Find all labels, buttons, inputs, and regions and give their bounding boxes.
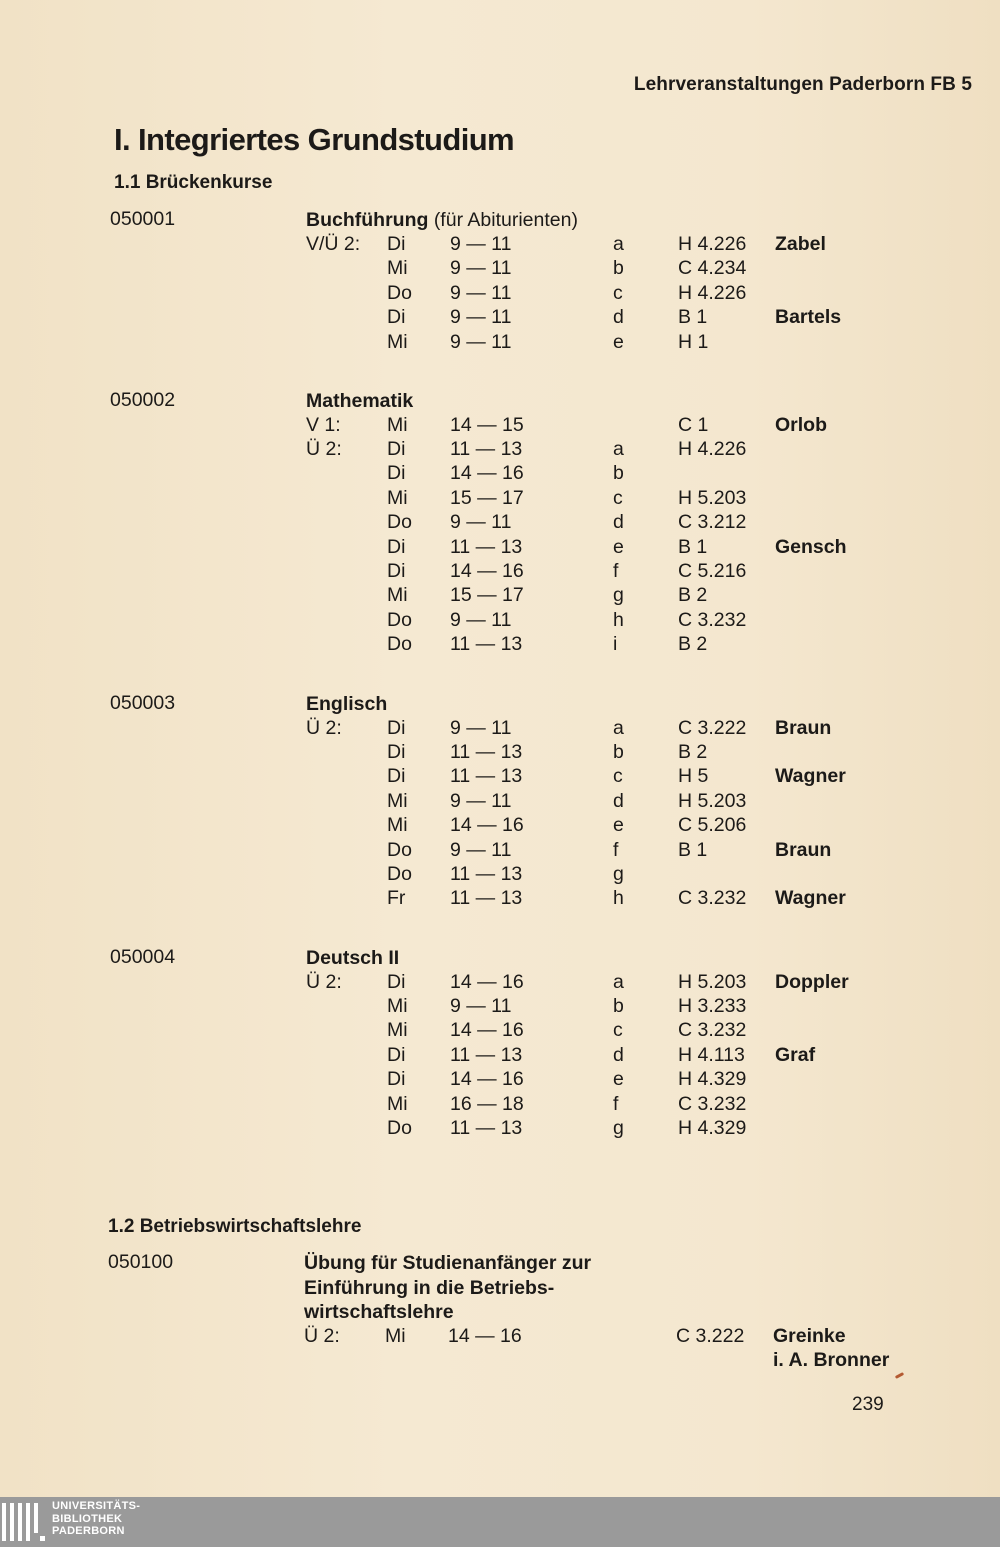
- schedule-row: [108, 331, 898, 355]
- session-lecturer: i. A. Bronner: [773, 1349, 890, 1371]
- session-group: b: [613, 994, 624, 1017]
- schedule-row: [108, 306, 898, 330]
- session-group: e: [613, 814, 624, 837]
- session-time: 11 — 13: [450, 1043, 523, 1066]
- session-day: Di: [387, 970, 406, 993]
- session-lecturer: Doppler: [775, 970, 849, 993]
- session-room: H 1: [678, 330, 709, 353]
- course-title-line: wirtschaftslehre: [304, 1301, 454, 1323]
- session-time: 9 — 11: [450, 306, 512, 328]
- session-day: Mi: [387, 789, 408, 812]
- schedule-row: [108, 717, 898, 741]
- logo-line: UNIVERSITÄTS-: [52, 1500, 141, 1512]
- session-room: H 4.226: [678, 437, 747, 460]
- session-room: C 3.232: [678, 1092, 747, 1115]
- session-room: C 4.234: [678, 257, 747, 279]
- course-title-text: Buchführung: [306, 209, 429, 231]
- main-title: I. Integriertes Grundstudium: [114, 122, 515, 157]
- schedule-row: [108, 511, 898, 535]
- course-title: Deutsch II: [306, 947, 400, 969]
- schedule-row: [106, 1349, 896, 1373]
- course-code: 050100: [108, 1251, 174, 1273]
- session-time: 15 — 17: [450, 486, 524, 509]
- session-room: H 4.226: [678, 281, 747, 304]
- session-day: Di: [387, 1043, 406, 1066]
- session-group: a: [613, 970, 624, 993]
- library-footer: [0, 1497, 1000, 1547]
- session-type: Ü 2:: [306, 437, 342, 460]
- session-lecturer: Gensch: [775, 535, 847, 558]
- course-code: 050002: [110, 389, 176, 411]
- session-day: Mi: [387, 257, 408, 279]
- session-room: C 3.232: [678, 887, 747, 910]
- session-time: 11 — 13: [450, 633, 523, 656]
- course-title: [304, 1251, 591, 1325]
- schedule-row: [108, 1068, 898, 1092]
- session-lecturer: Greinke: [773, 1324, 846, 1347]
- session-time: 14 — 16: [450, 462, 524, 485]
- schedule-row: [108, 536, 898, 560]
- session-group: a: [613, 716, 624, 739]
- schedule-row: [108, 839, 898, 863]
- session-group: b: [613, 462, 624, 485]
- session-time: 14 — 16: [450, 970, 524, 993]
- schedule-row: [108, 1019, 898, 1043]
- schedule-row: [108, 633, 898, 657]
- session-time: 9 — 11: [450, 330, 512, 353]
- session-time: 14 — 16: [450, 1019, 524, 1042]
- schedule-row: [108, 257, 898, 281]
- session-day: Mi: [387, 1092, 408, 1115]
- session-day: Do: [387, 1116, 412, 1139]
- course-title: [306, 208, 578, 233]
- session-day: Do: [387, 281, 412, 304]
- schedule-row: [108, 233, 898, 257]
- session-type: Ü 2:: [306, 716, 342, 739]
- schedule-row: [108, 741, 898, 765]
- schedule-row: [108, 584, 898, 608]
- schedule-row: [108, 971, 898, 995]
- session-type: V 1:: [306, 413, 341, 436]
- session-day: Mi: [387, 584, 408, 607]
- session-room: B 1: [678, 535, 708, 558]
- schedule-row: [108, 414, 898, 438]
- session-day: Di: [387, 559, 406, 582]
- logo-line: BIBLIOTHEK: [52, 1512, 123, 1525]
- session-day: Di: [387, 232, 406, 255]
- session-lecturer: Graf: [775, 1043, 816, 1066]
- session-group: c: [613, 1019, 623, 1042]
- session-room: H 5.203: [678, 486, 747, 509]
- session-group: c: [613, 281, 623, 304]
- schedule-row: [108, 887, 898, 911]
- session-time: 9 — 11: [450, 789, 512, 812]
- session-room: H 4.329: [678, 1116, 747, 1139]
- session-room: C 5.216: [678, 559, 747, 582]
- session-lecturer: Zabel: [775, 232, 826, 255]
- session-room: C 3.232: [678, 1019, 747, 1042]
- session-group: i: [613, 633, 618, 656]
- session-lecturer: Bartels: [775, 306, 842, 328]
- course-code: 050003: [110, 692, 176, 714]
- session-room: B 2: [678, 633, 708, 656]
- session-lecturer: Wagner: [775, 887, 846, 910]
- session-room: B 1: [678, 838, 708, 861]
- session-type: Ü 2:: [306, 970, 342, 993]
- session-group: e: [613, 535, 624, 558]
- session-day: Do: [387, 608, 412, 631]
- session-day: Mi: [387, 413, 408, 436]
- session-room: H 3.233: [678, 994, 747, 1017]
- session-group: e: [613, 330, 624, 353]
- session-day: Di: [387, 306, 406, 328]
- pencil-mark: [895, 1372, 904, 1379]
- session-group: d: [613, 789, 624, 812]
- session-day: Fr: [387, 887, 406, 910]
- course-title: Mathematik: [306, 390, 414, 412]
- session-time: 14 — 15: [450, 413, 524, 436]
- session-time: 11 — 13: [450, 862, 523, 885]
- session-room: C 1: [678, 413, 709, 436]
- session-room: B 1: [678, 306, 708, 328]
- session-time: 11 — 13: [450, 740, 523, 763]
- schedule-row: [106, 1325, 896, 1349]
- schedule-row: [108, 487, 898, 511]
- session-room: H 4.113: [678, 1043, 745, 1066]
- session-lecturer: Braun: [775, 838, 832, 861]
- session-day: Di: [387, 1068, 406, 1091]
- session-day: Di: [387, 765, 406, 788]
- session-day: Do: [387, 862, 412, 885]
- session-group: f: [613, 559, 619, 582]
- session-room: C 3.222: [676, 1324, 745, 1347]
- session-room: C 5.206: [678, 814, 747, 837]
- schedule-row: [108, 1117, 898, 1141]
- session-day: Mi: [387, 330, 408, 353]
- session-time: 11 — 13: [450, 535, 523, 558]
- schedule-row: [108, 609, 898, 633]
- course-title-line: Übung für Studienanfänger zur: [304, 1252, 592, 1274]
- session-room: H 5.203: [678, 789, 747, 812]
- library-logo-text: [52, 1500, 140, 1538]
- session-group: d: [613, 306, 624, 328]
- session-time: 9 — 11: [450, 838, 512, 861]
- session-group: f: [613, 1092, 619, 1115]
- session-group: f: [613, 838, 619, 861]
- course-title: Englisch: [306, 693, 388, 715]
- schedule-row: [108, 995, 898, 1019]
- session-lecturer: Wagner: [775, 765, 846, 788]
- session-day: Mi: [387, 486, 408, 509]
- page-number: 239: [852, 1394, 884, 1415]
- session-room: B 2: [678, 740, 708, 763]
- running-head: Lehrveranstaltungen Paderborn FB 5: [633, 74, 972, 95]
- schedule-row: [108, 282, 898, 306]
- session-day: Di: [387, 437, 406, 460]
- session-group: g: [613, 862, 624, 885]
- session-day: Di: [387, 462, 406, 485]
- session-time: 14 — 16: [450, 814, 524, 837]
- session-day: Mi: [387, 814, 408, 837]
- session-time: 11 — 13: [450, 1116, 523, 1139]
- session-type: Ü 2:: [304, 1324, 340, 1347]
- session-group: d: [613, 511, 624, 534]
- session-group: c: [613, 765, 623, 788]
- session-day: Di: [387, 716, 406, 739]
- session-time: 14 — 16: [450, 1068, 524, 1091]
- session-group: g: [613, 1116, 624, 1139]
- schedule-row: [108, 765, 898, 789]
- session-type: V/Ü 2:: [306, 232, 361, 255]
- session-time: 9 — 11: [450, 511, 512, 534]
- session-group: h: [613, 608, 624, 631]
- session-time: 9 — 11: [450, 232, 512, 255]
- section-heading-bwl: 1.2 Betriebswirtschaftslehre: [108, 1216, 362, 1237]
- course-title-line: Einführung in die Betriebs-: [304, 1276, 555, 1299]
- session-time: 9 — 11: [450, 608, 512, 631]
- session-day: Do: [387, 838, 412, 861]
- schedule-row: [108, 790, 898, 814]
- session-time: 9 — 11: [450, 257, 512, 279]
- schedule-row: [108, 1093, 898, 1117]
- session-room: C 3.222: [678, 716, 747, 739]
- logo-line: PADERBORN: [52, 1525, 125, 1537]
- session-day: Do: [387, 511, 412, 534]
- session-group: d: [613, 1043, 624, 1066]
- session-time: 9 — 11: [450, 281, 512, 304]
- session-room: H 5.203: [678, 970, 747, 993]
- schedule-row: [108, 1044, 898, 1068]
- session-group: e: [613, 1068, 624, 1091]
- session-time: 16 — 18: [450, 1092, 524, 1115]
- session-group: g: [613, 584, 624, 607]
- session-time: 9 — 11: [450, 994, 512, 1017]
- schedule-row: [108, 438, 898, 462]
- session-room: C 3.232: [678, 608, 747, 631]
- session-day: Do: [387, 633, 412, 656]
- course-code: 050004: [110, 946, 176, 968]
- session-group: c: [613, 486, 623, 509]
- session-time: 14 — 16: [448, 1324, 522, 1347]
- session-day: Di: [387, 740, 406, 763]
- session-group: h: [613, 887, 624, 910]
- session-group: b: [613, 740, 624, 763]
- session-time: 15 — 17: [450, 584, 524, 607]
- schedule-row: [108, 560, 898, 584]
- session-time: 14 — 16: [450, 559, 524, 582]
- session-room: H 4.226: [678, 232, 747, 255]
- session-group: a: [613, 232, 624, 255]
- schedule-row: [108, 462, 898, 486]
- course-code: 050001: [110, 208, 176, 230]
- session-group: b: [613, 257, 624, 279]
- session-day: Di: [387, 535, 406, 558]
- session-time: 11 — 13: [450, 765, 523, 788]
- course-note: (für Abiturienten): [433, 209, 578, 231]
- session-room: C 3.212: [678, 511, 747, 534]
- session-room: H 4.329: [678, 1068, 747, 1091]
- session-group: a: [613, 437, 624, 460]
- session-room: B 2: [678, 584, 708, 607]
- session-lecturer: Braun: [775, 716, 832, 739]
- session-day: Mi: [387, 994, 408, 1017]
- session-room: H 5: [678, 765, 709, 788]
- session-time: 11 — 13: [450, 437, 523, 460]
- schedule-row: [108, 863, 898, 887]
- session-day: Mi: [385, 1324, 406, 1347]
- schedule-row: [108, 814, 898, 838]
- section-heading-brueckenkurse: 1.1 Brückenkurse: [114, 172, 273, 193]
- session-lecturer: Orlob: [775, 413, 827, 436]
- session-time: 9 — 11: [450, 716, 512, 739]
- session-time: 11 — 13: [450, 887, 523, 910]
- session-day: Mi: [387, 1019, 408, 1042]
